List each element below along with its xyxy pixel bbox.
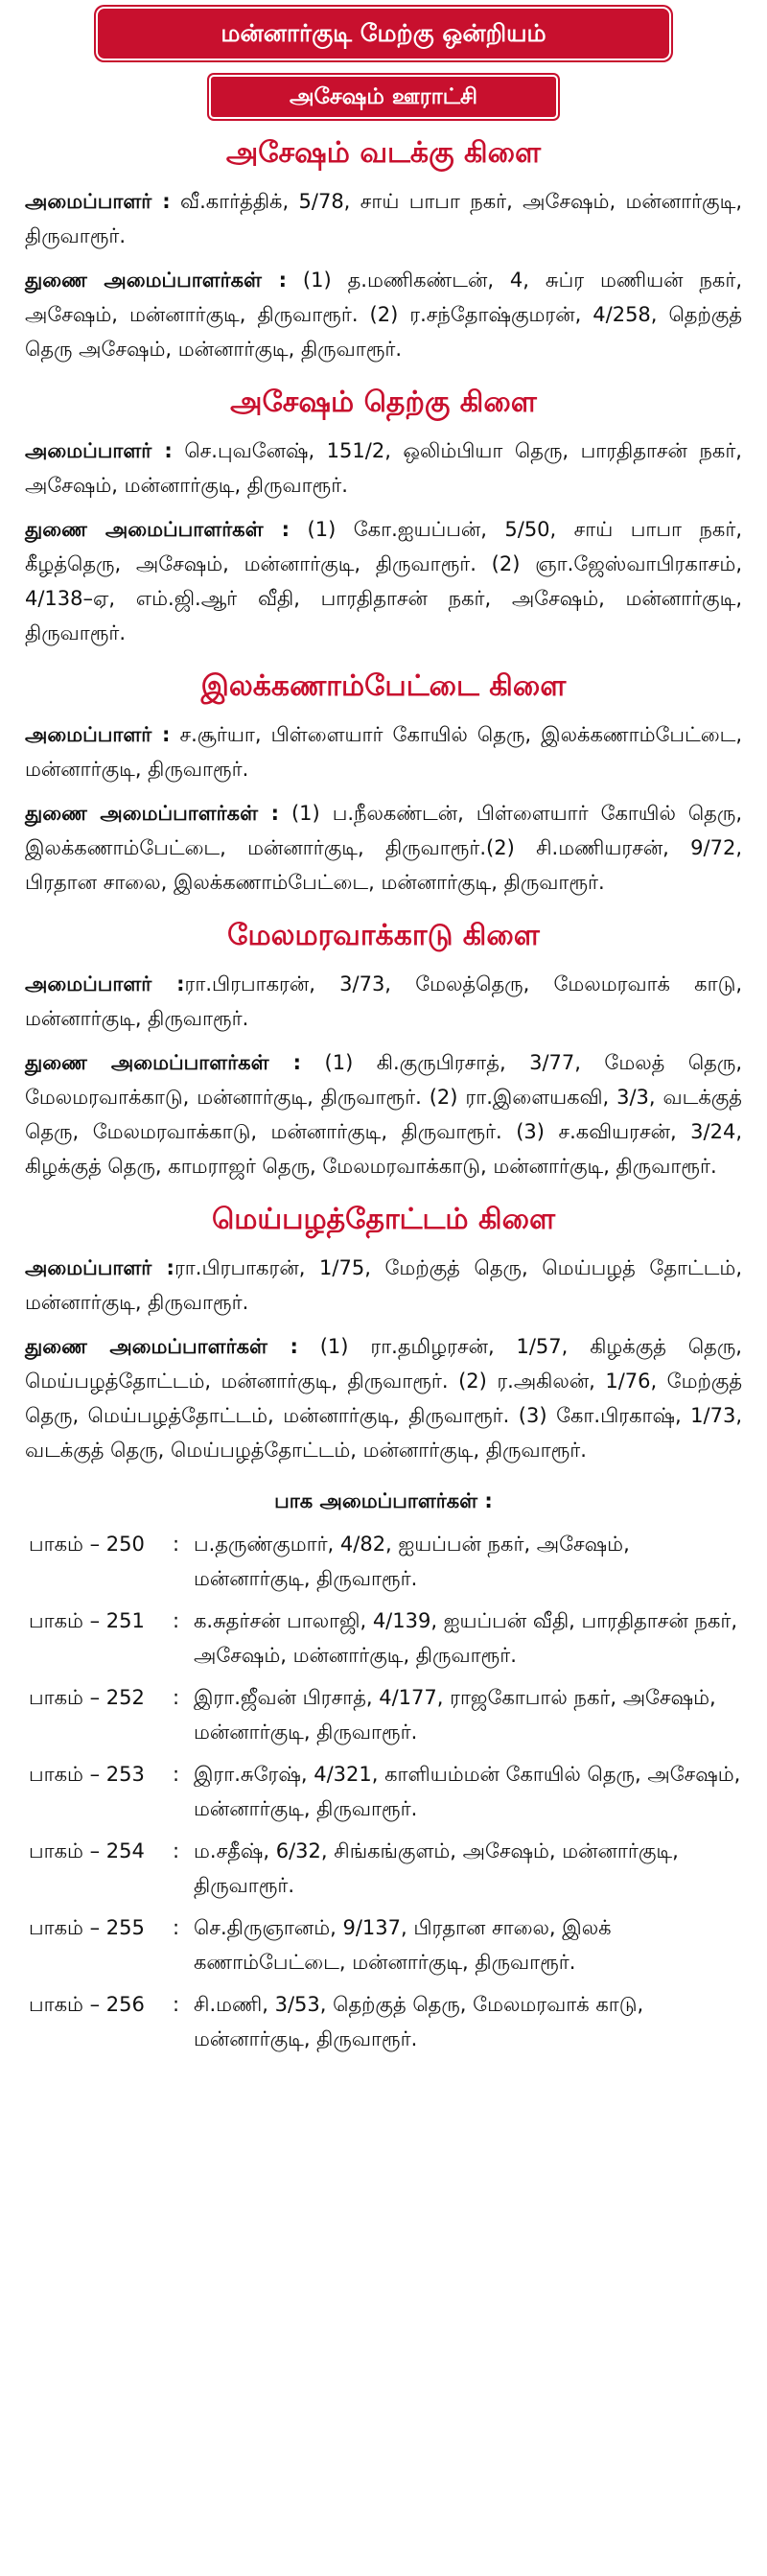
deputies-paragraph [25, 796, 742, 900]
branch-section [25, 917, 742, 1183]
booth-number: பாகம் – 254 [29, 1839, 145, 1862]
deputies-paragraph [25, 263, 742, 366]
deputies-text: (1) த.மணிகண்டன், 4, சுப்ர மணியன் நகர், அசேஷம், மன்னார்குடி, திருவாரூர். (2) ர.சந்தோஷ்குமரன், 4/258, தெற்குத் தெரு அசேஷம், மன்னார்குடி, திருவாரூர். [25, 269, 742, 361]
booth-organizer-address: ப.தருண்குமார், 4/82, ஐயப்பன் நகர், அசேஷம், மன்னார்குடி, திருவாரூர். [194, 1533, 630, 1590]
deputies-paragraph [25, 1045, 742, 1183]
organizer-text: ச.சூர்யா, பிள்ளையார் கோயில் தெரு, இலக்கணாம்பேட்டை, மன்னார்குடி, திருவாரூர். [25, 723, 743, 781]
organizer-label: அமைப்பாளர் : [25, 439, 173, 462]
booth-organizers-title: பாக அமைப்பாளர்கள் : [274, 1489, 493, 1512]
booth-row [25, 1527, 742, 1596]
booth-number: பாகம் – 256 [29, 1993, 145, 2016]
booth-organizer-address: இரா.சுரேஷ், 4/321, காளியம்மன் கோயில் தெரு, அசேஷம், மன்னார்குடி, திருவாரூர். [194, 1763, 741, 1820]
branch-title: அசேஷம் வடக்கு கிளை [225, 136, 542, 170]
branch-title: மெய்பழத்தோட்டம் கிளை [211, 1203, 556, 1236]
organizer-text: ரா.பிரபாகரன், 1/75, மேற்குத் தெரு, மெய்பழத் தோட்டம், மன்னார்குடி, திருவாரூர். [25, 1256, 742, 1314]
booth-colon: : [173, 1609, 180, 1632]
deputies-label: துணை அமைப்பாளர்கள் : [25, 1051, 302, 1074]
booth-row [25, 1987, 742, 2056]
booth-row [25, 1604, 742, 1673]
branch-title: அசேஷம் தெற்கு கிளை [230, 386, 537, 419]
booth-row [25, 1910, 742, 1979]
organizer-text: ரா.பிரபாகரன், 3/73, மேலத்தெரு, மேலமரவாக் காடு, மன்னார்குடி, திருவாரூர். [25, 972, 743, 1030]
organizer-paragraph [25, 433, 742, 503]
union-title-banner: மன்னார்குடி மேற்கு ஒன்றியம் [101, 12, 666, 56]
booth-colon: : [173, 1916, 180, 1939]
organizer-text: வீ.கார்த்திக், 5/78, சாய் பாபா நகர், அசேஷம், மன்னார்குடி, திருவாரூர். [25, 190, 742, 247]
booth-number: பாகம் – 253 [29, 1763, 145, 1786]
deputies-text: (1) கி.குருபிரசாத், 3/77, மேலத் தெரு, மேலமரவாக்காடு, மன்னார்குடி, திருவாரூர். (2) ரா.இளையகவி, 3/3, வடக்குத் தெரு, மேலமரவாக்காடு, மன்னார்குடி, திருவாரூர். (3) ச.கவியரசன், 3/24, கிழக்குத் தெரு, காமராஜர் தெரு, மேலமரவாக்காடு, மன்னார்குடி, திருவாரூர். [25, 1051, 742, 1178]
booth-row [25, 1834, 742, 1903]
booth-row [25, 1757, 742, 1826]
deputies-text: (1) கோ.ஐயப்பன், 5/50, சாய் பாபா நகர், கீழத்தெரு, அசேஷம், மன்னார்குடி, திருவாரூர். (2) ஞா.ஜேஸ்வாபிரகாசம், 4/138–ஏ, எம்.ஜி.ஆர் வீதி, பாரதிதாசன் நகர், அசேஷம், மன்னார்குடி, திருவாரூர். [25, 518, 742, 644]
branch-section [25, 667, 742, 900]
booth-number: பாகம் – 251 [29, 1609, 145, 1632]
deputies-text: (1) ரா.தமிழரசன், 1/57, கிழக்குத் தெரு, மெய்பழத்தோட்டம், மன்னார்குடி, திருவாரூர். (2) ர.அகிலன், 1/76, மேற்குத் தெரு, மெய்பழத்தோட்டம், மன்னார்குடி, திருவாரூர். (3) கோ.பிரகாஷ், 1/73, வடக்குத் தெரு, மெய்பழத்தோட்டம், மன்னார்குடி, திருவாரூர். [25, 1335, 742, 1462]
organizer-paragraph [25, 967, 742, 1036]
booth-number: பாகம் – 250 [29, 1533, 145, 1556]
booth-organizer-address: சி.மணி, 3/53, தெற்குத் தெரு, மேலமரவாக் காடு, மன்னார்குடி, திருவாரூர். [194, 1993, 644, 2050]
branch-title: மேலமரவாக்காடு கிளை [227, 919, 540, 952]
booth-number: பாகம் – 255 [29, 1916, 145, 1939]
deputies-paragraph [25, 512, 742, 650]
deputies-label: துணை அமைப்பாளர்கள் : [25, 518, 291, 541]
organizer-label: அமைப்பாளர் : [25, 1256, 174, 1279]
organizer-label: அமைப்பாளர் : [25, 723, 171, 746]
organizer-paragraph [25, 717, 742, 786]
booth-organizer-address: ம.சதீஷ், 6/32, சிங்கங்குளம், அசேஷம், மன்னார்குடி, திருவாரூர். [194, 1839, 679, 1897]
panchayat-title-banner: அசேஷம் ஊராட்சி [211, 77, 556, 117]
branch-title: இலக்கணாம்பேட்டை கிளை [200, 669, 567, 703]
deputies-label: துணை அமைப்பாளர்கள் : [25, 802, 280, 825]
booth-organizer-address: க.சுதர்சன் பாலாஜி, 4/139, ஐயப்பன் வீதி, பாரதிதாசன் நகர், அசேஷம், மன்னார்குடி, திருவாரூர். [194, 1609, 738, 1667]
deputies-label: துணை அமைப்பாளர்கள் : [25, 269, 287, 292]
booth-colon: : [173, 1686, 180, 1709]
booth-organizer-address: இரா.ஜீவன் பிரசாத், 4/177, ராஜகோபால் நகர், அசேஷம், மன்னார்குடி, திருவாரூர். [194, 1686, 716, 1744]
booth-colon: : [173, 1533, 180, 1556]
booth-row [25, 1680, 742, 1749]
deputies-text: (1) ப.நீலகண்டன், பிள்ளையார் கோயில் தெரு, இலக்கணாம்பேட்டை, மன்னார்குடி, திருவாரூர்.(2) சி.மணியரசன், 9/72, பிரதான சாலை, இலக்கணாம்பேட்டை, மன்னார்குடி, திருவாரூர். [25, 802, 742, 894]
organizer-paragraph [25, 1251, 742, 1320]
branch-section [25, 134, 742, 366]
booth-number: பாகம் – 252 [29, 1686, 145, 1709]
organizer-paragraph [25, 184, 742, 253]
booth-organizer-address: செ.திருஞானம், 9/137, பிரதான சாலை, இலக் கணாம்பேட்டை, மன்னார்குடி, திருவாரூர். [194, 1916, 612, 1974]
booth-colon: : [173, 1763, 180, 1786]
organizer-label: அமைப்பாளர் : [25, 972, 185, 995]
organizer-text: செ.புவனேஷ், 151/2, ஒலிம்பியா தெரு, பாரதிதாசன் நகர், அசேஷம், மன்னார்குடி, திருவாரூர். [25, 439, 742, 497]
branch-section [25, 384, 742, 650]
organizer-label: அமைப்பாளர் : [25, 190, 171, 213]
booth-colon: : [173, 1839, 180, 1862]
deputies-label: துணை அமைப்பாளர்கள் : [25, 1335, 298, 1358]
branch-section [25, 1201, 742, 1467]
booth-colon: : [173, 1993, 180, 2016]
deputies-paragraph [25, 1329, 742, 1467]
booth-organizers [25, 1485, 742, 2056]
